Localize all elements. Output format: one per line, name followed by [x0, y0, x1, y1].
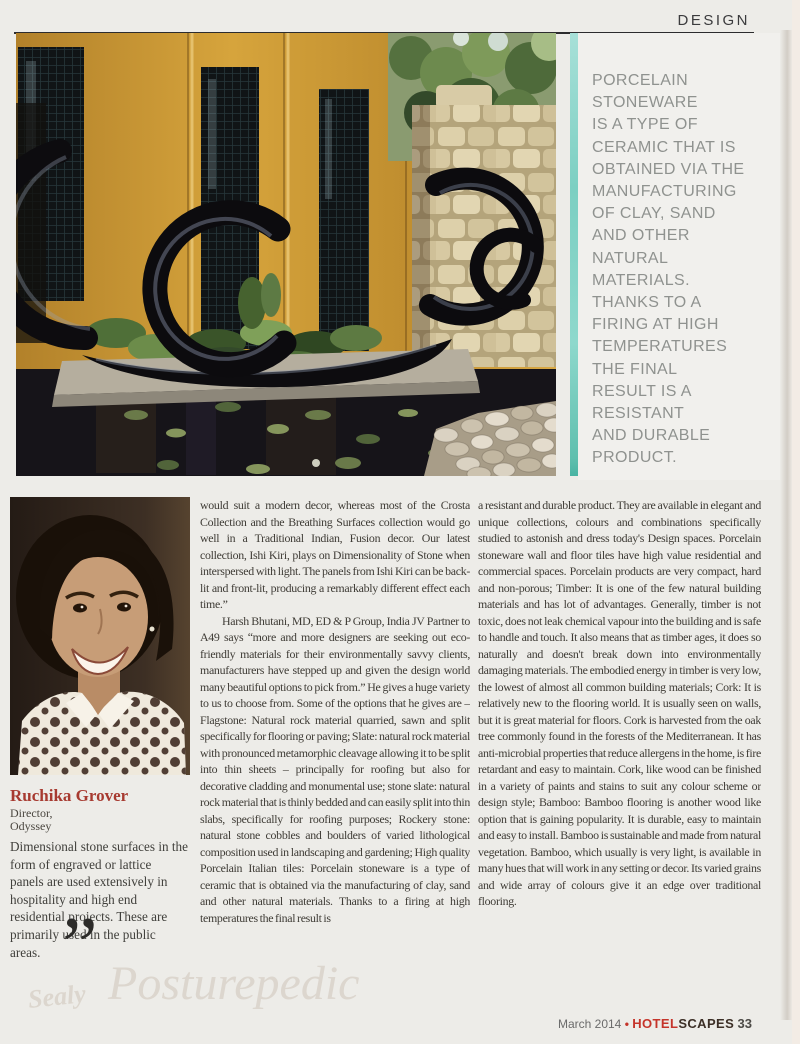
footer-issue-date: March 2014: [557, 1017, 622, 1031]
profile-company: Odyssey: [10, 819, 52, 833]
pull-quote-line: PORCELAIN: [592, 72, 689, 89]
pull-quote-line: IS A TYPE OF: [592, 116, 698, 134]
footer-brand-hotel: HOTEL: [632, 1016, 679, 1031]
footer-brand-scapes: SCAPES: [678, 1016, 735, 1031]
section-label: DESIGN: [677, 12, 750, 29]
hero-photo: [16, 33, 556, 476]
pull-quote-line: STONEWARE: [592, 94, 698, 112]
pull-quote-line: AND OTHER: [592, 227, 690, 245]
page-footer: [558, 1016, 752, 1031]
pull-quote-line: FIRING AT HIGH: [592, 316, 719, 334]
pull-quote-line: MANUFACTURING: [592, 183, 737, 201]
profile-role: [10, 807, 53, 833]
pull-quote-line: CERAMIC THAT IS: [592, 138, 736, 156]
profile-bio: Dimensional stone surfaces in the form of engraved or lattice panels are used extensively in hospitality and high end residential projects. These are primarily used in the public areas.: [10, 839, 188, 960]
watermark-text: Posturepedic: [108, 957, 360, 1010]
pull-quote-line: THANKS TO A: [592, 294, 702, 312]
profile-name: Ruchika Grover: [10, 786, 129, 805]
pull-quote-line: TEMPERATURES: [592, 338, 728, 356]
pull-quote-line: OBTAINED VIA THE: [592, 160, 745, 178]
pull-quote-line: MATERIALS.: [592, 271, 690, 289]
pull-quote: [592, 70, 777, 470]
article-paragraph: would suit a modern decor, whereas most of the Crosta Collection and the Breathing Surfaces collection would go well in a Traditional Indian, Fusion decor. Our latest collection, Ishi Kiri, plays on Dimensionality of Stone when interspersed with light. The panels from Ishi Kiri can be back-lit and front-lit, producing a remarkably different effect each time.”: [200, 498, 470, 611]
closing-quote-glyph: ”: [62, 902, 98, 990]
pull-quote-line: RESISTANT: [592, 405, 685, 423]
pull-quote-line: THE FINAL: [592, 360, 678, 378]
footer-separator: •: [624, 1017, 629, 1031]
portrait-photo: [10, 497, 190, 775]
pull-quote-line: AND DURABLE: [592, 427, 711, 445]
page-edge-shadow: [780, 30, 792, 1020]
article-column-middle: [200, 497, 470, 1017]
watermark-brand: Sealy: [26, 979, 88, 1014]
article-paragraph: a resistant and durable product. They are available in elegant and unique collections, colours and combinations specifically studied to astonish and dress today's Design spaces. Porcelain stoneware wall and floor tiles have high value residential and commercial spaces. Porcelain products are very compact, hard and non-porous; Timber: It is one of the few natural building materials and has lot of advantages. Generally, timber is not toxic, does not leak chemical vapour into the building and is safe to handle and touch. It also means that as timber ages, it does so naturally and doesn't break down into environmentally damaging materials. The embodied energy in timber is very low, the lowest of almost all common building materials; Cork: It is relatively new to the flooring world. It is usually seen on walls, but it is great material for floors. Cork is harvested from the oak tree commonly found in the forests of the Mediterranean. It has anti-microbial properties that reduce allergens in the home, is fire retardant and easy to maintain. Cork, like wood can be finished in a variety of paints and stains to suit any colour scheme or design style; Bamboo: Bamboo flooring is another wood like option that is gaining popularity. It is durable, easy to maintain and easy to install. Bamboo is sustainable and made from natural vegetation. Bamboo, which usually is very light, is available in many hues that will work in any setting or decor. Its varied grains and wide array of colours give it an edge over traditional flooring.: [478, 498, 761, 908]
pull-quote-line: OF CLAY, SAND: [592, 205, 716, 223]
teal-accent-stripe: [570, 33, 578, 476]
pull-quote-line: NATURAL: [592, 249, 669, 267]
profile-role-title: Director,: [10, 806, 53, 820]
pull-quote-line: PRODUCT.: [592, 449, 677, 467]
pull-quote-line: RESULT IS A: [592, 382, 692, 400]
article-paragraph: Harsh Bhutani, MD, ED & P Group, India JV Partner to A49 says “more and more designers are seeking out eco-friendly materials for their environmentally savvy clients, manufacturers have stepped up and given the design world many beautiful options to pick from.” He gives a huge variety to us to choose from. Some of the options that he gives are – Flagstone: Natural rock material quarried, sawn and split specifically for flooring or paving; Slate: natural rock material with pronounced metamorphic cleavage allowing it to be split into thin sheets – principally for roofing but also for decorative cladding and monumental use; stone slate: natural rock material that is thinly bedded and can easily split into thin slabs, specifically for roofing purposes; Rockery stone: natural stone cobbles and boulders of varied lithological composition used in landscaping and gardening; High quality Porcelain Italian tiles: Porcelain stoneware is a type of ceramic that is obtained via the manufacturing of clay, sand and other natural materials. Thanks to a firing at high temperatures the final result is: [200, 613, 470, 925]
footer-page-number: 33: [737, 1016, 752, 1031]
article-column-right: [478, 497, 761, 1017]
portrait-photo-art: [10, 497, 190, 775]
hero-photo-art: [16, 33, 556, 476]
